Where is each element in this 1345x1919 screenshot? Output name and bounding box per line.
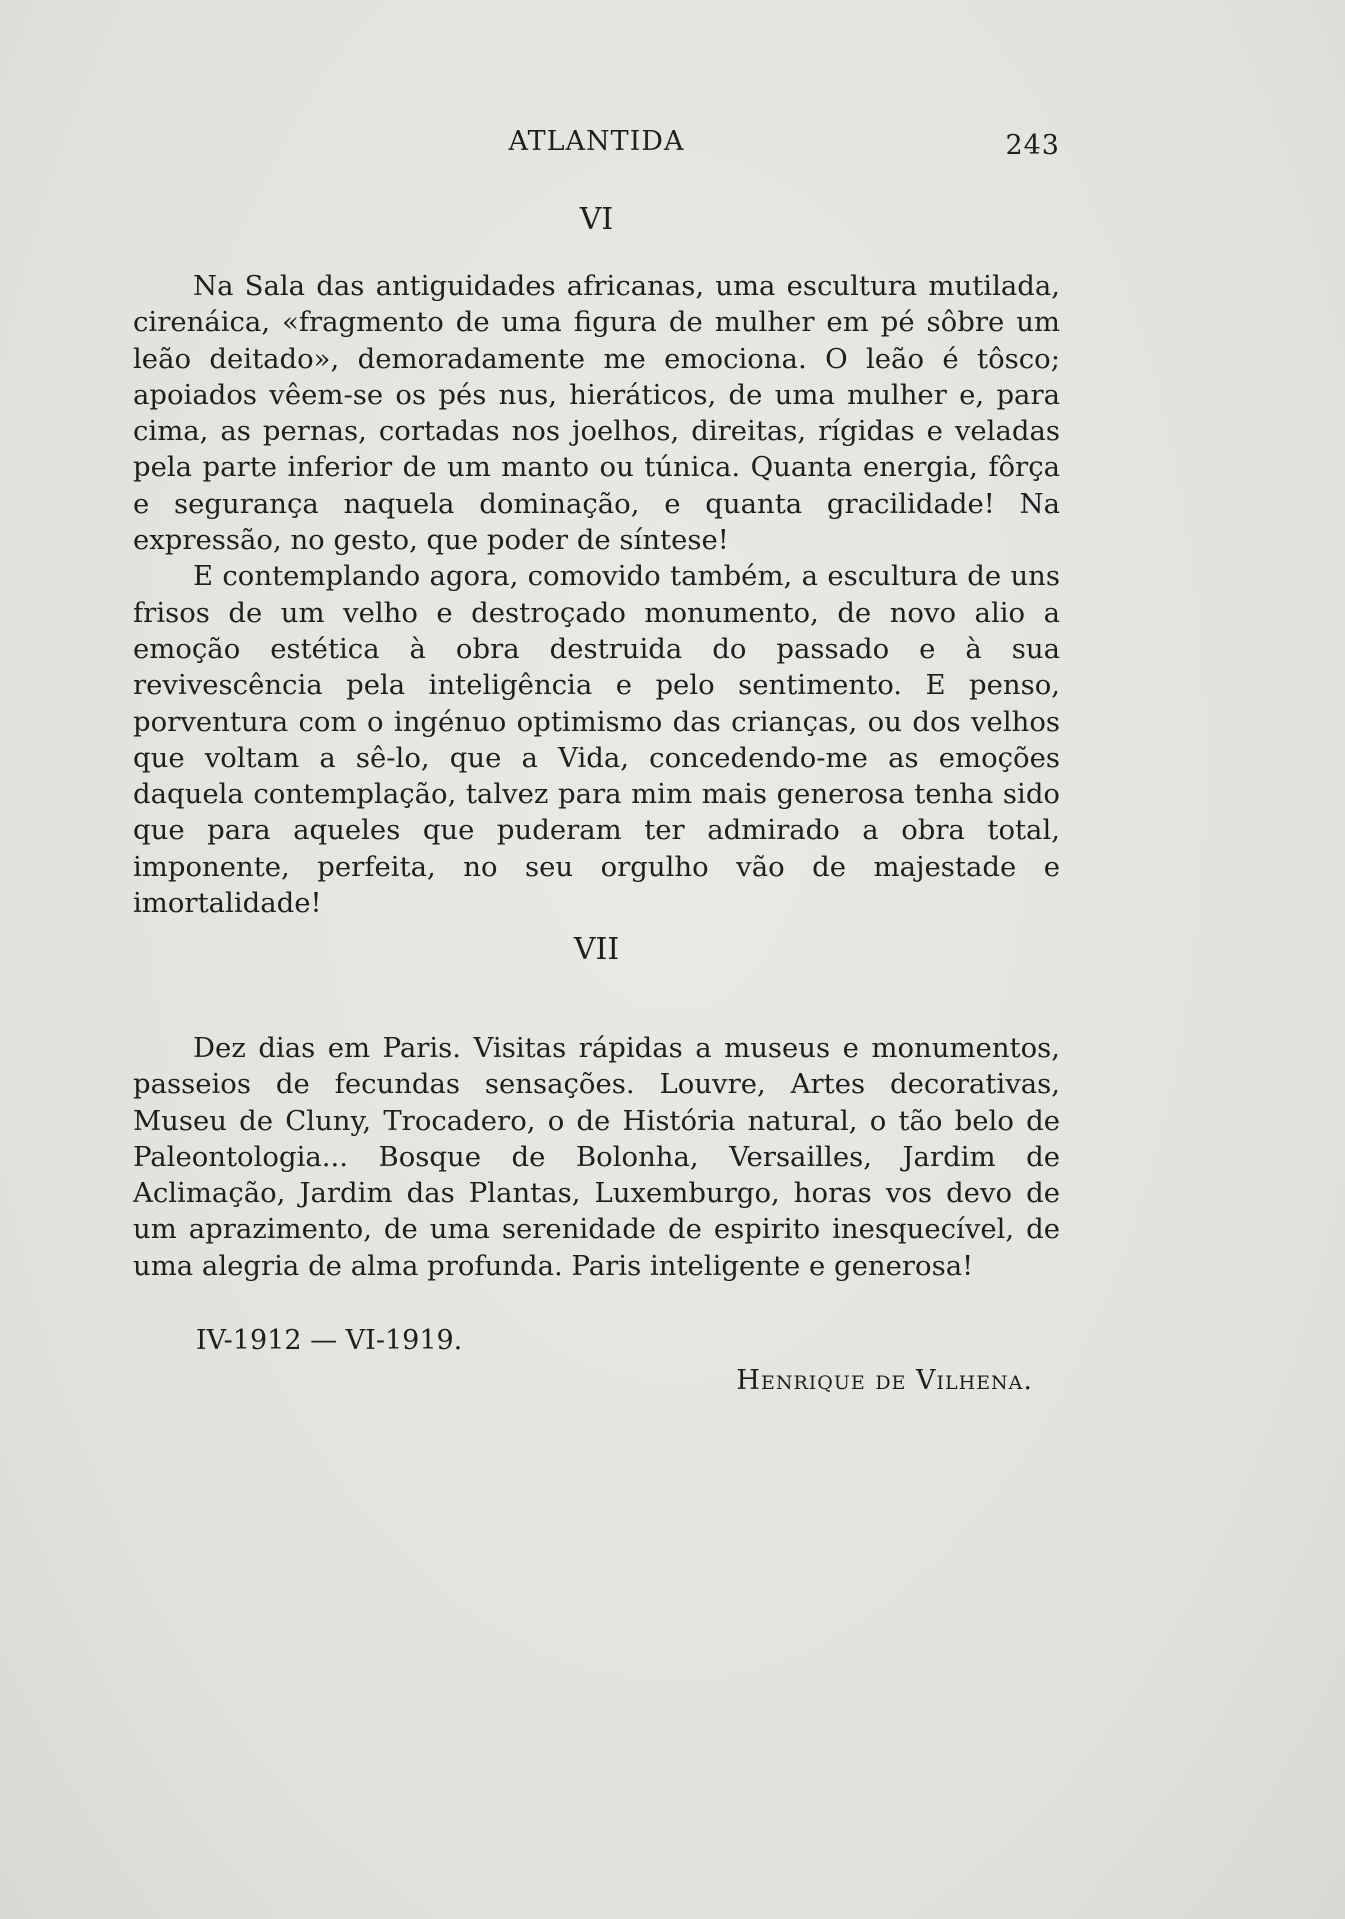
running-title: ATLANTIDA bbox=[508, 126, 685, 157]
section-vi-body bbox=[133, 268, 1060, 921]
paragraph: E contemplando agora, comovido também, a escultura de uns frisos de um velho e destroçado monumento, de novo alio a emoção estética à obra destruida do passado e à sua revivescência pela inteligência e pelo sentimento. E penso, porventura com o ingénuo optimismo das crianças, ou dos velhos que voltam a sê-lo, que a Vida, concedendo-me as emoções daquela contemplação, talvez para mim mais generosa tenha sido que para aqueles que puderam ter admirado a obra total, imponente, perfeita, no seu orgulho vão de majestade e imortalidade! bbox=[133, 560, 1060, 920]
page-number: 243 bbox=[1005, 130, 1060, 161]
paragraph: Dez dias em Paris. Visitas rápidas a museus e monumentos, passeios de fecundas sensações. Louvre, Artes decorativas, Museu de Cluny, Trocadero, o de História natural, o tão belo de Paleontologia... Bosque de Bolonha, Versailles, Jardim de Aclimação, Jardim das Plantas, Luxemburgo, horas vos devo de um aprazimento, de uma serenidade de espirito inesquecível, de uma alegria de alma profunda. Paris inteligente e generosa! bbox=[133, 1032, 1060, 1282]
paragraph: Na Sala das antiguidades africanas, uma escultura mutilada, cirenáica, «fragmento de uma figura de mulher em pé sôbre um leão deitado», demoradamente me emociona. O leão é tôsco; apoiados vêem-se os pés nus, hieráticos, de uma mulher e, para cima, as pernas, cortadas nos joelhos, direitas, rígidas e veladas pela parte inferior de um manto ou túnica. Quanta energia, fôrça e segurança naquela dominação, e quanta gracilidade! Na expressão, no gesto, que poder de síntese! bbox=[133, 270, 1060, 557]
running-head bbox=[133, 126, 1060, 160]
author-signature: Henrique de Vilhena. bbox=[736, 1365, 1033, 1396]
closing-dates: IV-1912 — VI-1919. bbox=[196, 1325, 463, 1356]
section-heading-vii: VII bbox=[573, 932, 620, 967]
section-vii-body bbox=[133, 1030, 1060, 1284]
section-heading-vi: VI bbox=[579, 202, 614, 237]
